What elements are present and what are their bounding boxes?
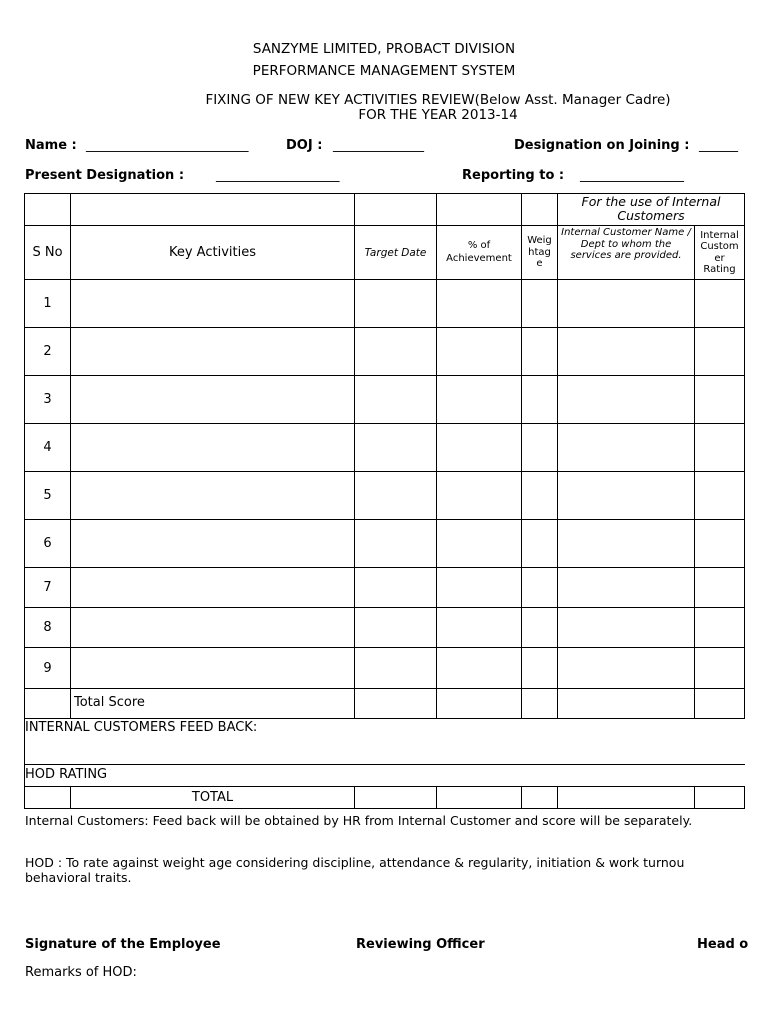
row-number: 9 <box>43 660 52 676</box>
col-header-internal-customer: Internal Customer Name / Dept to whom the services are provided. <box>561 227 691 261</box>
form-title: FIXING OF NEW KEY ACTIVITIES REVIEW(Below Asst. Manager Cadre) <box>205 92 671 108</box>
remarks-hod-label: Remarks of HOD: <box>25 965 137 980</box>
row-number: 8 <box>43 620 52 635</box>
present-designation-field[interactable]: ___________________ <box>216 168 340 183</box>
internal-customers-group-header: For the use of Internal Customers <box>581 194 721 223</box>
hod-rating-label: HOD RATING <box>25 767 108 782</box>
employee-signature-label: Signature of the Employee <box>25 937 221 952</box>
row-number: 7 <box>43 580 52 595</box>
doj-label: DOJ : <box>286 138 323 153</box>
company-title: SANZYME LIMITED, PROBACT DIVISION <box>252 41 516 57</box>
name-field[interactable]: _________________________ <box>86 138 249 153</box>
reporting-field[interactable]: ________________ <box>580 168 684 183</box>
row-number: 1 <box>43 296 52 311</box>
system-title: PERFORMANCE MANAGEMENT SYSTEM <box>252 63 516 79</box>
col-header-sno: S No <box>32 245 63 260</box>
internal-feedback-label: INTERNAL CUSTOMERS FEED BACK: <box>25 720 258 735</box>
col-header-internal-rating: Internal Custom er Rating <box>700 229 739 275</box>
row-number: 4 <box>43 440 52 455</box>
row-number: 5 <box>43 488 52 503</box>
note-hod: HOD : To rate against weight age considering discipline, attendance & regularity, initiation & work turnou behavioral traits. <box>25 855 685 885</box>
total-label: TOTAL <box>191 790 234 805</box>
row-number: 2 <box>43 344 52 359</box>
reviewing-officer-label: Reviewing Officer <box>356 937 485 952</box>
name-label: Name : <box>25 138 77 153</box>
row-number: 3 <box>43 392 52 407</box>
row-number: 6 <box>43 536 52 551</box>
note-internal-customers: Internal Customers: Feed back will be obtained by HR from Internal Customer and score will be separately. <box>25 813 693 828</box>
form-year: FOR THE YEAR 2013-14 <box>358 107 518 123</box>
total-score-label: Total Score <box>74 695 145 710</box>
present-designation-label: Present Designation : <box>25 168 185 183</box>
designation-joining-field[interactable]: ______ <box>699 138 738 153</box>
col-header-weightage: Weig htag e <box>527 235 552 270</box>
col-header-achievement: % of Achievement <box>446 240 512 264</box>
designation-joining-label: Designation on Joining : <box>514 138 690 153</box>
col-header-target-date: Target Date <box>364 246 427 259</box>
doj-field[interactable]: ______________ <box>333 138 424 153</box>
col-header-key-activities: Key Activities <box>168 245 256 260</box>
head-label: Head o <box>697 937 749 952</box>
reporting-label: Reporting to : <box>462 168 565 183</box>
